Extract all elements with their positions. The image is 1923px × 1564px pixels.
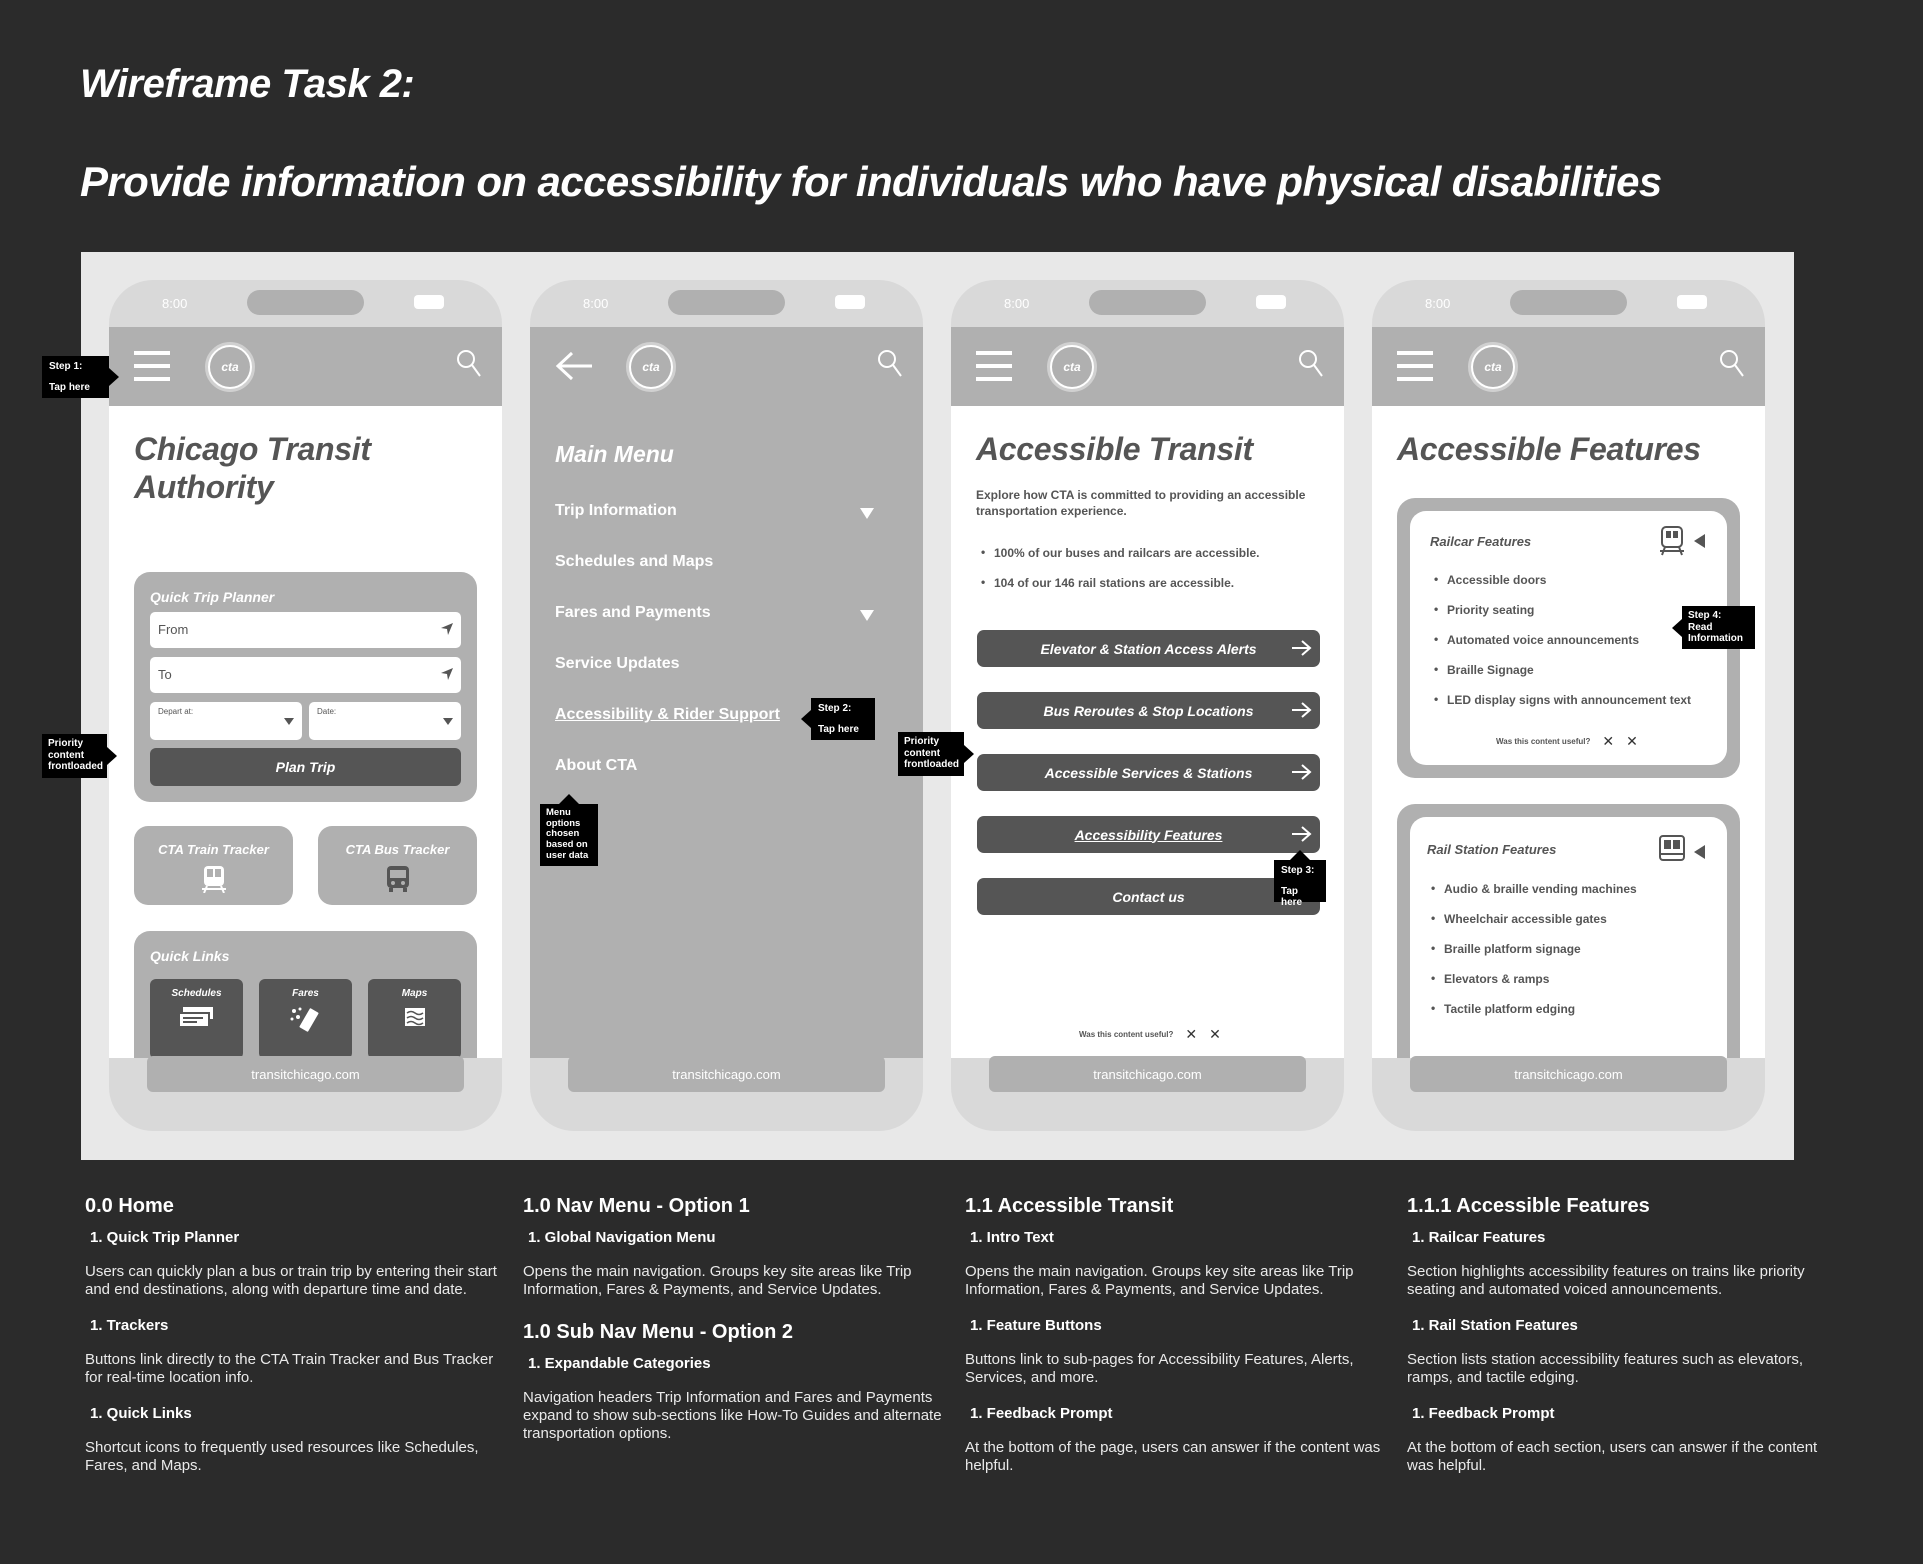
home-screen [109,406,502,1058]
close-icon[interactable]: ✕ [1185,1026,1198,1042]
callout-step-4: Step 4: Read Information [1682,606,1755,649]
status-time: 8:00 [583,296,609,311]
section-title: 1.0 Nav Menu - Option 1 [523,1195,750,1217]
subsection-heading: 1. Expandable Categories [528,1355,711,1372]
callout-priority-transit: Priority content frontloaded [898,732,964,776]
list-item: • Braille platform signage [1427,942,1637,956]
chevron-down-icon [860,508,874,519]
subsection-text: Opens the main navigation. Groups key site areas like Trip Information, Fares & Payments, and Service Updates. [523,1263,912,1298]
rail-station-title: Rail Station Features [1427,842,1557,857]
subsection-text: Section highlights accessibility features on trains like priority seating and automated voiced announcements. [1407,1263,1805,1298]
location-arrow-icon [441,668,453,680]
subsection-heading: 1. Trackers [90,1317,169,1334]
cta-logo[interactable]: cta [626,342,676,392]
subsection-text: Navigation headers Trip Information and Fares and Payments expand to show sub-sections like How-To Guides and alternate transportation options. [523,1389,942,1442]
accessibility-features-button[interactable]: Accessibility Features [977,816,1320,853]
intro-text: Explore how CTA is committed to providing an accessible transportation experience. [976,488,1306,518]
bus-reroutes-button[interactable]: Bus Reroutes & Stop Locations [977,692,1320,729]
app-header [1372,327,1765,406]
section-title: 1.1 Accessible Transit [965,1195,1174,1217]
collapse-arrow-icon[interactable] [1694,845,1705,859]
wireframe-title: Wireframe Task 2: [80,62,415,106]
cta-logo[interactable]: cta [1047,342,1097,392]
list-item: • Priority seating [1430,603,1691,617]
feedback-prompt: Was this content useful? ✕ ✕ [1079,1026,1221,1042]
list-item: • Automated voice announcements [1430,633,1691,647]
list-item: • Wheelchair accessible gates [1427,912,1637,926]
chevron-down-icon [443,718,453,725]
quick-link-schedules[interactable]: Schedules [150,979,243,1058]
menu-item-service-updates[interactable]: Service Updates [555,655,680,672]
contact-us-button[interactable]: Contact us [977,878,1320,915]
url-bar[interactable]: transitchicago.com [1410,1056,1727,1092]
phone-accessible-features [1372,280,1765,1131]
date-select[interactable]: Date: [309,702,461,740]
quick-trip-planner [134,572,477,802]
app-header [109,327,502,406]
quick-links-label: Quick Links [150,948,230,964]
menu-item-trip-information[interactable]: Trip Information [555,502,900,520]
chevron-down-icon [860,610,874,621]
subsection-heading: 1. Intro Text [970,1229,1054,1246]
list-item: • LED display signs with announcement text [1430,693,1691,707]
plan-trip-button[interactable]: Plan Trip [150,748,461,786]
quick-link-fares[interactable]: Fares [259,979,352,1058]
back-arrow-icon[interactable] [554,349,594,383]
close-icon[interactable]: ✕ [1209,1026,1221,1042]
search-icon[interactable] [456,349,482,379]
section-title: 1.0 Sub Nav Menu - Option 2 [523,1321,794,1343]
callout-step-2: Step 2: Tap here [811,698,875,740]
description-home [85,1195,505,1493]
menu-item-fares-payments[interactable]: Fares and Payments [555,604,900,622]
bus-tracker-button[interactable]: CTA Bus Tracker [318,826,477,905]
train-icon [201,865,227,893]
accessible-services-button[interactable]: Accessible Services & Stations [977,754,1320,791]
page-title: Accessible Transit [976,431,1253,467]
search-icon[interactable] [1298,349,1324,379]
callout-menu-options-note: Menu options chosen based on user data [540,804,598,866]
cta-logo[interactable]: cta [1468,342,1518,392]
accessible-features-screen [1372,406,1765,1058]
task-subtitle: Provide information on accessibility for individuals who have physical disabilities [80,158,1662,205]
search-icon[interactable] [877,349,903,379]
page-title: Chicago Transit Authority [134,431,371,506]
arrow-right-icon [1290,825,1312,843]
list-item: • 104 of our 146 rail stations are accessible. [976,576,1321,590]
menu-item-accessibility[interactable]: Accessibility & Rider Support [555,706,780,723]
phone-home [109,280,502,1131]
battery-icon [1256,295,1286,309]
quick-links [134,931,477,1058]
subsection-text: Buttons link directly to the CTA Train Tracker and Bus Tracker for real-time location info. [85,1351,494,1386]
subsection-text: Buttons link to sub-pages for Accessibility Features, Alerts, Services, and more. [965,1351,1354,1386]
accessible-transit-screen [951,406,1344,1058]
status-time: 8:00 [1004,296,1030,311]
dynamic-island [668,290,785,315]
subsection-heading: 1. Quick Trip Planner [90,1229,240,1246]
subsection-heading: 1. Rail Station Features [1412,1317,1578,1334]
to-input[interactable]: To [150,657,461,693]
battery-icon [835,295,865,309]
hamburger-menu-icon[interactable] [1397,351,1433,381]
status-time: 8:00 [1425,296,1451,311]
dynamic-island [247,290,364,315]
list-item: • Elevators & ramps [1427,972,1637,986]
subsection-text: Opens the main navigation. Groups key site areas like Trip Information, Fares & Payments, and Service Updates. [965,1263,1354,1298]
list-item: • Accessible doors [1430,573,1691,587]
subsection-text: At the bottom of the page, users can answer if the content was helpful. [965,1439,1381,1474]
subsection-heading: 1. Railcar Features [1412,1229,1546,1246]
schedules-icon [177,1005,217,1029]
description-features [1407,1195,1827,1493]
collapse-arrow-icon[interactable] [1694,534,1705,548]
url-bar[interactable]: transitchicago.com [989,1056,1306,1092]
close-icon[interactable]: ✕ [1626,733,1638,749]
status-bar [109,280,502,327]
bus-icon [385,865,411,893]
status-bar [530,280,923,327]
from-input[interactable]: From [150,612,461,648]
subsection-text: Users can quickly plan a bus or train trip by entering their start and end destinations, along with departure time and date. [85,1263,497,1298]
arrow-right-icon [1290,763,1312,781]
feedback-prompt: Was this content useful? ✕ ✕ [1496,733,1638,749]
chevron-down-icon [284,718,294,725]
elevator-alerts-button[interactable]: Elevator & Station Access Alerts [977,630,1320,667]
phone-accessible-transit [951,280,1344,1131]
status-time: 8:00 [162,296,188,311]
arrow-right-icon [1290,701,1312,719]
maps-icon [401,1005,429,1029]
subsection-heading: 1. Quick Links [90,1405,192,1422]
fares-icon [286,1005,326,1033]
list-item: • Tactile platform edging [1427,1002,1637,1016]
menu-title: Main Menu [555,441,674,467]
hamburger-menu-icon[interactable] [134,351,170,381]
location-arrow-icon [441,623,453,635]
list-item: • Braille Signage [1430,663,1691,677]
search-icon[interactable] [1719,349,1745,379]
subsection-text: Shortcut icons to frequently used resources like Schedules, Fares, and Maps. [85,1439,479,1474]
station-icon [1659,835,1685,861]
subsection-heading: 1. Feature Buttons [970,1317,1102,1334]
cta-logo[interactable]: cta [205,342,255,392]
description-transit [965,1195,1385,1493]
railcar-title: Railcar Features [1430,534,1532,549]
quick-link-maps[interactable]: Maps [368,979,461,1058]
quick-trip-label: Quick Trip Planner [150,589,275,605]
dynamic-island [1510,290,1627,315]
callout-step-1: Step 1: Tap here [42,356,109,398]
rail-station-features-card [1397,804,1740,1058]
rail-station-list [1427,882,1637,1032]
url-bar[interactable]: transitchicago.com [147,1056,464,1092]
train-tracker-button[interactable]: CTA Train Tracker [134,826,293,905]
subsection-text: Section lists station accessibility features such as elevators, ramps, and tactile edging. [1407,1351,1804,1386]
subsection-heading: 1. Global Navigation Menu [528,1229,716,1246]
section-title: 1.1.1 Accessible Features [1407,1195,1650,1217]
callout-priority-home: Priority content frontloaded [42,734,107,778]
close-icon[interactable]: ✕ [1602,733,1615,749]
battery-icon [414,295,444,309]
stats-list [976,546,1321,606]
url-bar[interactable]: transitchicago.com [568,1056,885,1092]
description-nav [523,1195,943,1461]
section-title: 0.0 Home [85,1195,174,1217]
app-header [530,327,923,406]
subsection-heading: 1. Feedback Prompt [1412,1405,1555,1422]
menu-item-schedules-maps[interactable]: Schedules and Maps [555,553,714,570]
list-item: • Audio & braille vending machines [1427,882,1637,896]
list-item: • 100% of our buses and railcars are accessible. [976,546,1321,560]
status-bar [1372,280,1765,327]
app-header [951,327,1344,406]
depart-select[interactable]: Depart at: [150,702,302,740]
railcar-list [1430,573,1691,723]
status-bar [951,280,1344,327]
menu-item-about-cta[interactable]: About CTA [555,757,638,774]
dynamic-island [1089,290,1206,315]
hamburger-menu-icon[interactable] [976,351,1012,381]
page-title: Accessible Features [1397,431,1701,467]
train-icon [1659,526,1685,556]
subsection-text: At the bottom of each section, users can answer if the content was helpful. [1407,1439,1818,1474]
callout-step-3: Step 3: Tap here [1274,860,1326,902]
battery-icon [1677,295,1707,309]
arrow-right-icon [1290,639,1312,657]
subsection-heading: 1. Feedback Prompt [970,1405,1113,1422]
